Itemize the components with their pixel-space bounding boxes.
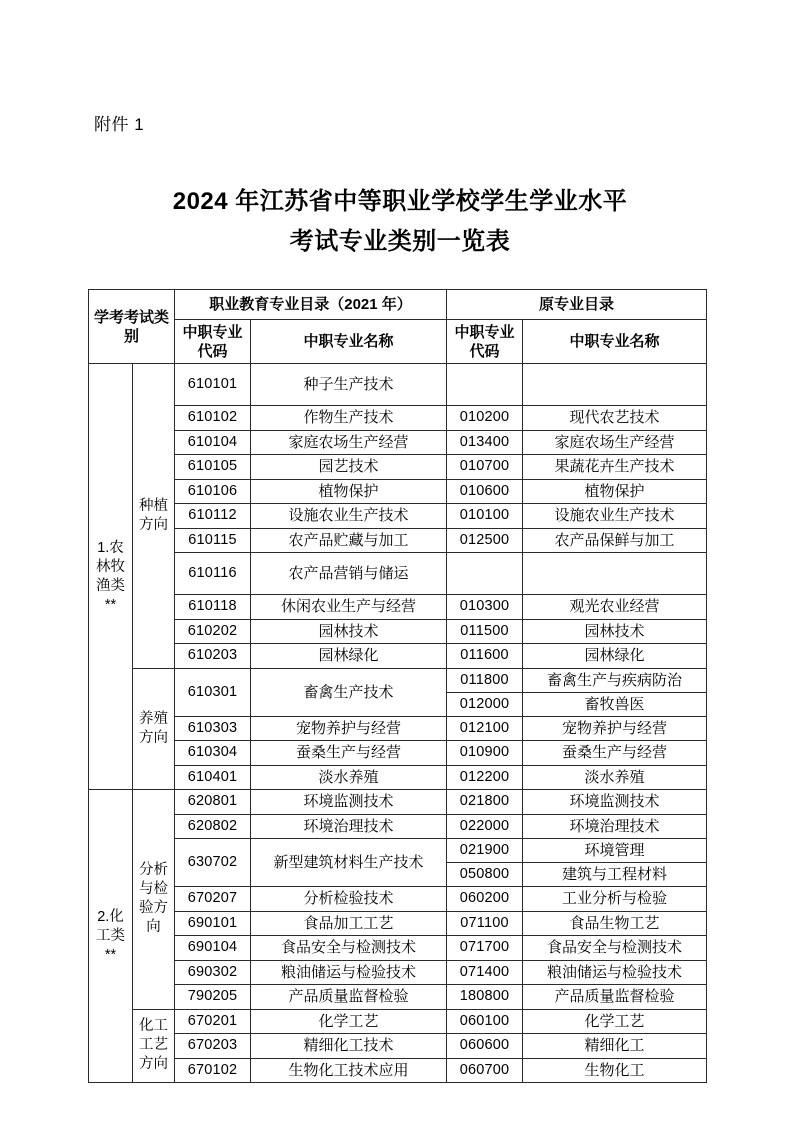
new-major-name-cell: 家庭农场生产经营: [251, 430, 447, 455]
old-major-name-cell: 园林技术: [523, 619, 707, 644]
old-major-name-cell: 农产品保鲜与加工: [523, 528, 707, 553]
old-major-name-cell: 观光农业经营: [523, 595, 707, 620]
old-major-name-cell: 建筑与工程材料: [523, 863, 707, 887]
title-line-1: 2024 年江苏省中等职业学校学生学业水平: [172, 188, 628, 215]
attachment-label: 附件 1: [94, 115, 145, 134]
new-major-code-cell: 610303: [175, 716, 251, 741]
new-major-name-cell: 园艺技术: [251, 455, 447, 480]
table-row: [89, 644, 707, 669]
table-row: [89, 668, 707, 692]
old-major-name-cell: 果蔬花卉生产技术: [523, 455, 707, 480]
header-group-old-catalog: 原专业目录: [447, 290, 707, 320]
old-major-code-cell: 060200: [447, 887, 523, 912]
old-major-code-cell: 011500: [447, 619, 523, 644]
new-major-code-cell: 670102: [175, 1058, 251, 1083]
old-major-code-cell: 180800: [447, 985, 523, 1010]
old-major-code-cell: 021800: [447, 790, 523, 815]
header-code-old: 中职专业代码: [447, 320, 523, 364]
new-major-code-cell: 690302: [175, 960, 251, 985]
table-body: [89, 364, 707, 1083]
new-major-code-cell: 610104: [175, 430, 251, 455]
table-row: [89, 887, 707, 912]
old-major-name-cell: 宠物养护与经营: [523, 716, 707, 741]
new-major-code-cell: 620802: [175, 814, 251, 839]
new-major-name-cell: 农产品营销与储运: [251, 553, 447, 595]
old-major-code-cell: 010700: [447, 455, 523, 480]
new-major-name-cell: 园林技术: [251, 619, 447, 644]
table-row: [89, 504, 707, 529]
table-row: [89, 839, 707, 863]
old-major-name-cell: 环境管理: [523, 839, 707, 863]
new-major-code-cell: 610301: [175, 668, 251, 716]
table-row: [89, 716, 707, 741]
new-major-code-cell: 610101: [175, 364, 251, 406]
table-header: [89, 290, 707, 364]
new-major-name-cell: 化学工艺: [251, 1009, 447, 1034]
old-major-name-cell: 淡水养殖: [523, 765, 707, 790]
old-major-name-cell: 工业分析与检验: [523, 887, 707, 912]
new-major-code-cell: 610401: [175, 765, 251, 790]
old-major-name-cell: [523, 364, 707, 406]
old-major-name-cell: 精细化工: [523, 1034, 707, 1059]
old-major-code-cell: 012000: [447, 692, 523, 716]
old-major-code-cell: 010200: [447, 406, 523, 431]
header-exam-category: 学考考试类别: [89, 290, 175, 364]
new-major-name-cell: 宠物养护与经营: [251, 716, 447, 741]
table-row: [89, 528, 707, 553]
new-major-code-cell: 610106: [175, 479, 251, 504]
new-major-name-cell: 食品安全与检测技术: [251, 936, 447, 961]
new-major-code-cell: 790205: [175, 985, 251, 1010]
new-major-code-cell: 610304: [175, 741, 251, 766]
major-category-table: [88, 289, 707, 1083]
old-major-code-cell: 021900: [447, 839, 523, 863]
old-major-name-cell: 现代农艺技术: [523, 406, 707, 431]
table-row: [89, 960, 707, 985]
direction-cell: 分析与检验方向: [133, 790, 175, 1010]
new-major-code-cell: 690104: [175, 936, 251, 961]
old-major-code-cell: 010900: [447, 741, 523, 766]
direction-cell: 种植方向: [133, 364, 175, 669]
new-major-code-cell: 610105: [175, 455, 251, 480]
table-row: [89, 790, 707, 815]
table-row: [89, 364, 707, 406]
new-major-name-cell: 产品质量监督检验: [251, 985, 447, 1010]
header-group-new-catalog: 职业教育专业目录（2021 年）: [175, 290, 447, 320]
header-name-old: 中职专业名称: [523, 320, 707, 364]
new-major-code-cell: 610202: [175, 619, 251, 644]
new-major-name-cell: 生物化工技术应用: [251, 1058, 447, 1083]
old-major-code-cell: 012200: [447, 765, 523, 790]
new-major-code-cell: 610118: [175, 595, 251, 620]
old-major-name-cell: 园林绿化: [523, 644, 707, 669]
table-row: [89, 595, 707, 620]
old-major-code-cell: 071700: [447, 936, 523, 961]
table-row: [89, 765, 707, 790]
old-major-name-cell: 畜禽生产与疾病防治: [523, 668, 707, 692]
new-major-code-cell: 610102: [175, 406, 251, 431]
exam-category-cell: 1.农林牧渔类**: [89, 364, 133, 790]
table-row: [89, 619, 707, 644]
old-major-code-cell: 010300: [447, 595, 523, 620]
direction-cell: 养殖方向: [133, 668, 175, 790]
title-line-2: 考试专业类别一览表: [289, 228, 511, 255]
old-major-name-cell: 畜牧兽医: [523, 692, 707, 716]
new-major-code-cell: 630702: [175, 839, 251, 887]
table-row: [89, 1058, 707, 1083]
new-major-code-cell: 610203: [175, 644, 251, 669]
table-row: [89, 430, 707, 455]
old-major-code-cell: 013400: [447, 430, 523, 455]
old-major-code-cell: 060600: [447, 1034, 523, 1059]
old-major-code-cell: 012500: [447, 528, 523, 553]
old-major-name-cell: 化学工艺: [523, 1009, 707, 1034]
new-major-name-cell: 分析检验技术: [251, 887, 447, 912]
old-major-code-cell: 010600: [447, 479, 523, 504]
old-major-name-cell: 产品质量监督检验: [523, 985, 707, 1010]
table-row: [89, 553, 707, 595]
new-major-name-cell: 蚕桑生产与经营: [251, 741, 447, 766]
new-major-code-cell: 690101: [175, 911, 251, 936]
header-name-new: 中职专业名称: [251, 320, 447, 364]
new-major-code-cell: 610112: [175, 504, 251, 529]
new-major-code-cell: 670203: [175, 1034, 251, 1059]
new-major-name-cell: 园林绿化: [251, 644, 447, 669]
new-major-name-cell: 环境监测技术: [251, 790, 447, 815]
old-major-name-cell: 设施农业生产技术: [523, 504, 707, 529]
new-major-code-cell: 670207: [175, 887, 251, 912]
old-major-name-cell: 粮油储运与检验技术: [523, 960, 707, 985]
old-major-name-cell: [523, 553, 707, 595]
new-major-name-cell: 休闲农业生产与经营: [251, 595, 447, 620]
old-major-code-cell: [447, 364, 523, 406]
new-major-name-cell: 农产品贮藏与加工: [251, 528, 447, 553]
old-major-code-cell: 022000: [447, 814, 523, 839]
new-major-name-cell: 食品加工工艺: [251, 911, 447, 936]
old-major-name-cell: 食品安全与检测技术: [523, 936, 707, 961]
old-major-code-cell: 060700: [447, 1058, 523, 1083]
old-major-name-cell: 蚕桑生产与经营: [523, 741, 707, 766]
old-major-code-cell: 011600: [447, 644, 523, 669]
old-major-name-cell: 环境治理技术: [523, 814, 707, 839]
table-row: [89, 814, 707, 839]
table-row: [89, 1034, 707, 1059]
old-major-code-cell: [447, 553, 523, 595]
old-major-code-cell: 011800: [447, 668, 523, 692]
old-major-name-cell: 环境监测技术: [523, 790, 707, 815]
new-major-name-cell: 畜禽生产技术: [251, 668, 447, 716]
new-major-name-cell: 精细化工技术: [251, 1034, 447, 1059]
new-major-name-cell: 环境治理技术: [251, 814, 447, 839]
table-row: [89, 985, 707, 1010]
old-major-code-cell: 071400: [447, 960, 523, 985]
table-row: [89, 911, 707, 936]
table-row: [89, 936, 707, 961]
old-major-name-cell: 生物化工: [523, 1058, 707, 1083]
new-major-name-cell: 植物保护: [251, 479, 447, 504]
exam-category-cell: 2.化工类**: [89, 790, 133, 1083]
old-major-name-cell: 食品生物工艺: [523, 911, 707, 936]
table-row: [89, 741, 707, 766]
old-major-name-cell: 植物保护: [523, 479, 707, 504]
new-major-name-cell: 淡水养殖: [251, 765, 447, 790]
table-row: [89, 1009, 707, 1034]
old-major-code-cell: 050800: [447, 863, 523, 887]
new-major-code-cell: 620801: [175, 790, 251, 815]
new-major-code-cell: 670201: [175, 1009, 251, 1034]
new-major-name-cell: 种子生产技术: [251, 364, 447, 406]
old-major-name-cell: 家庭农场生产经营: [523, 430, 707, 455]
table-row: [89, 455, 707, 480]
old-major-code-cell: 060100: [447, 1009, 523, 1034]
new-major-name-cell: 设施农业生产技术: [251, 504, 447, 529]
new-major-name-cell: 粮油储运与检验技术: [251, 960, 447, 985]
new-major-name-cell: 作物生产技术: [251, 406, 447, 431]
direction-cell: 化工工艺方向: [133, 1009, 175, 1083]
old-major-code-cell: 010100: [447, 504, 523, 529]
old-major-code-cell: 071100: [447, 911, 523, 936]
old-major-code-cell: 012100: [447, 716, 523, 741]
page-title: [100, 182, 700, 262]
new-major-code-cell: 610116: [175, 553, 251, 595]
header-code-new: 中职专业代码: [175, 320, 251, 364]
new-major-name-cell: 新型建筑材料生产技术: [251, 839, 447, 887]
table-row: [89, 406, 707, 431]
new-major-code-cell: 610115: [175, 528, 251, 553]
table-row: [89, 479, 707, 504]
